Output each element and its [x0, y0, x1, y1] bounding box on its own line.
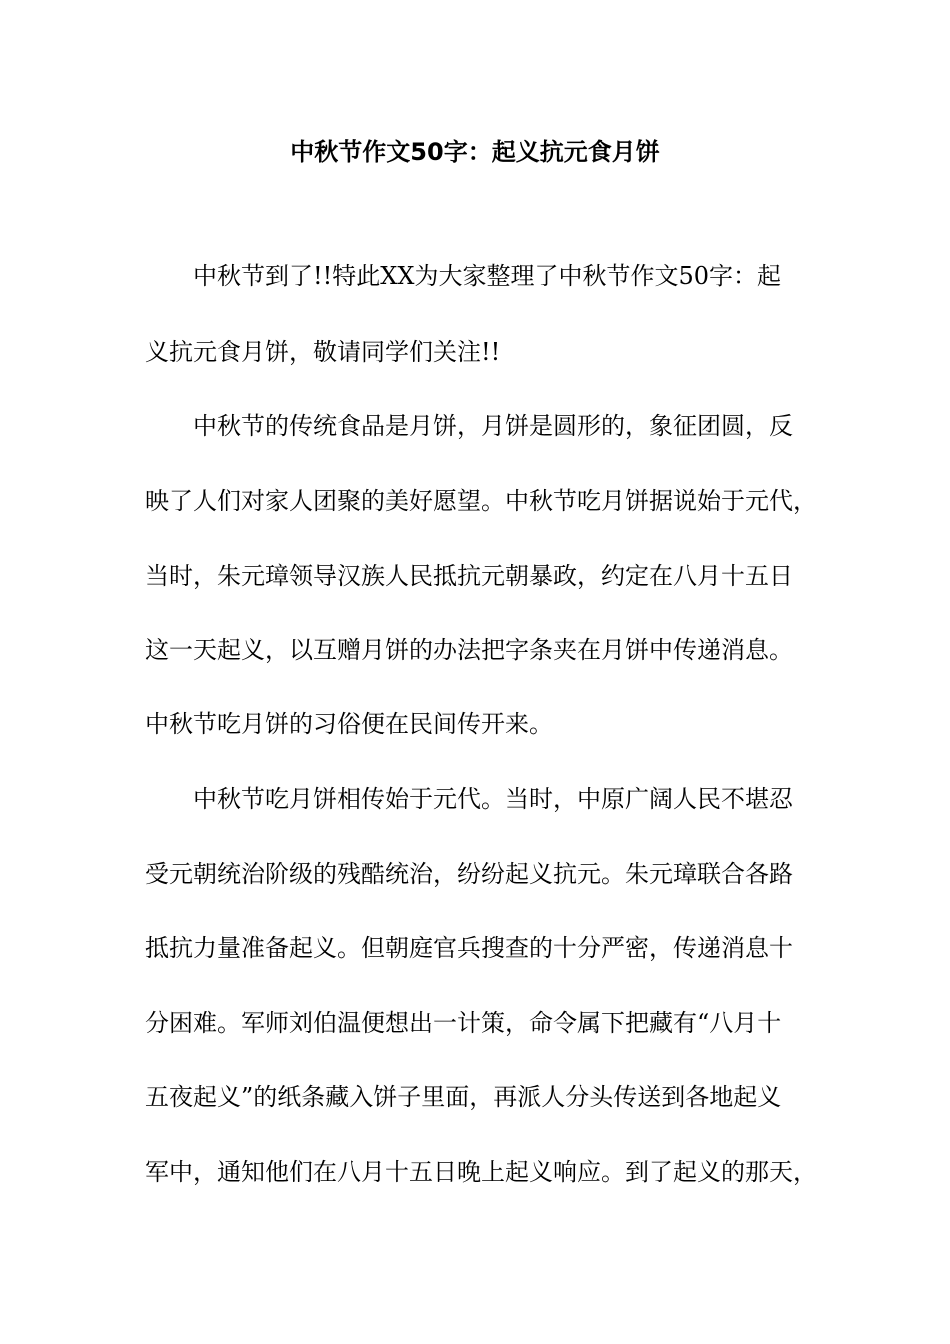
- paragraph-3-line-5: 五夜起义”的纸条藏入饼子里面，再派人分头传送到各地起义: [145, 1083, 782, 1111]
- paragraph-2-line-4: 这一天起义，以互赠月饼的办法把字条夹在月饼中传递消息。: [145, 636, 793, 664]
- paragraph-2-line-5: 中秋节吃月饼的习俗便在民间传开来。: [145, 710, 553, 738]
- paragraph-3-line-6: 军中，通知他们在八月十五日晚上起义响应。到了起义的那天，: [145, 1158, 817, 1186]
- paragraph-2-line-2: 映了人们对家人团聚的美好愿望。中秋节吃月饼据说始于元代，: [145, 487, 817, 515]
- paragraph-2-line-1: 中秋节的传统食品是月饼，月饼是圆形的，象征团圆，反: [193, 412, 793, 440]
- paragraph-2-line-3: 当时，朱元璋领导汉族人民抵抗元朝暴政，约定在八月十五日: [145, 562, 793, 590]
- paragraph-3-line-4: 分困难。军师刘伯温便想出一计策，命令属下把藏有“八月十: [145, 1009, 782, 1037]
- paragraph-3-line-3: 抵抗力量准备起义。但朝庭官兵搜查的十分严密，传递消息十: [145, 934, 793, 962]
- paragraph-1-line-2: 义抗元食月饼，敬请同学们关注!!: [145, 338, 501, 366]
- paragraph-3-line-1: 中秋节吃月饼相传始于元代。当时，中原广阔人民不堪忍: [193, 785, 793, 813]
- document-title: 中秋节作文50字：起义抗元食月饼: [290, 138, 660, 166]
- paragraph-1-line-1: 中秋节到了!!特此XX为大家整理了中秋节作文50字：起: [193, 262, 781, 290]
- paragraph-3-line-2: 受元朝统治阶级的残酷统治，纷纷起义抗元。朱元璋联合各路: [145, 860, 793, 888]
